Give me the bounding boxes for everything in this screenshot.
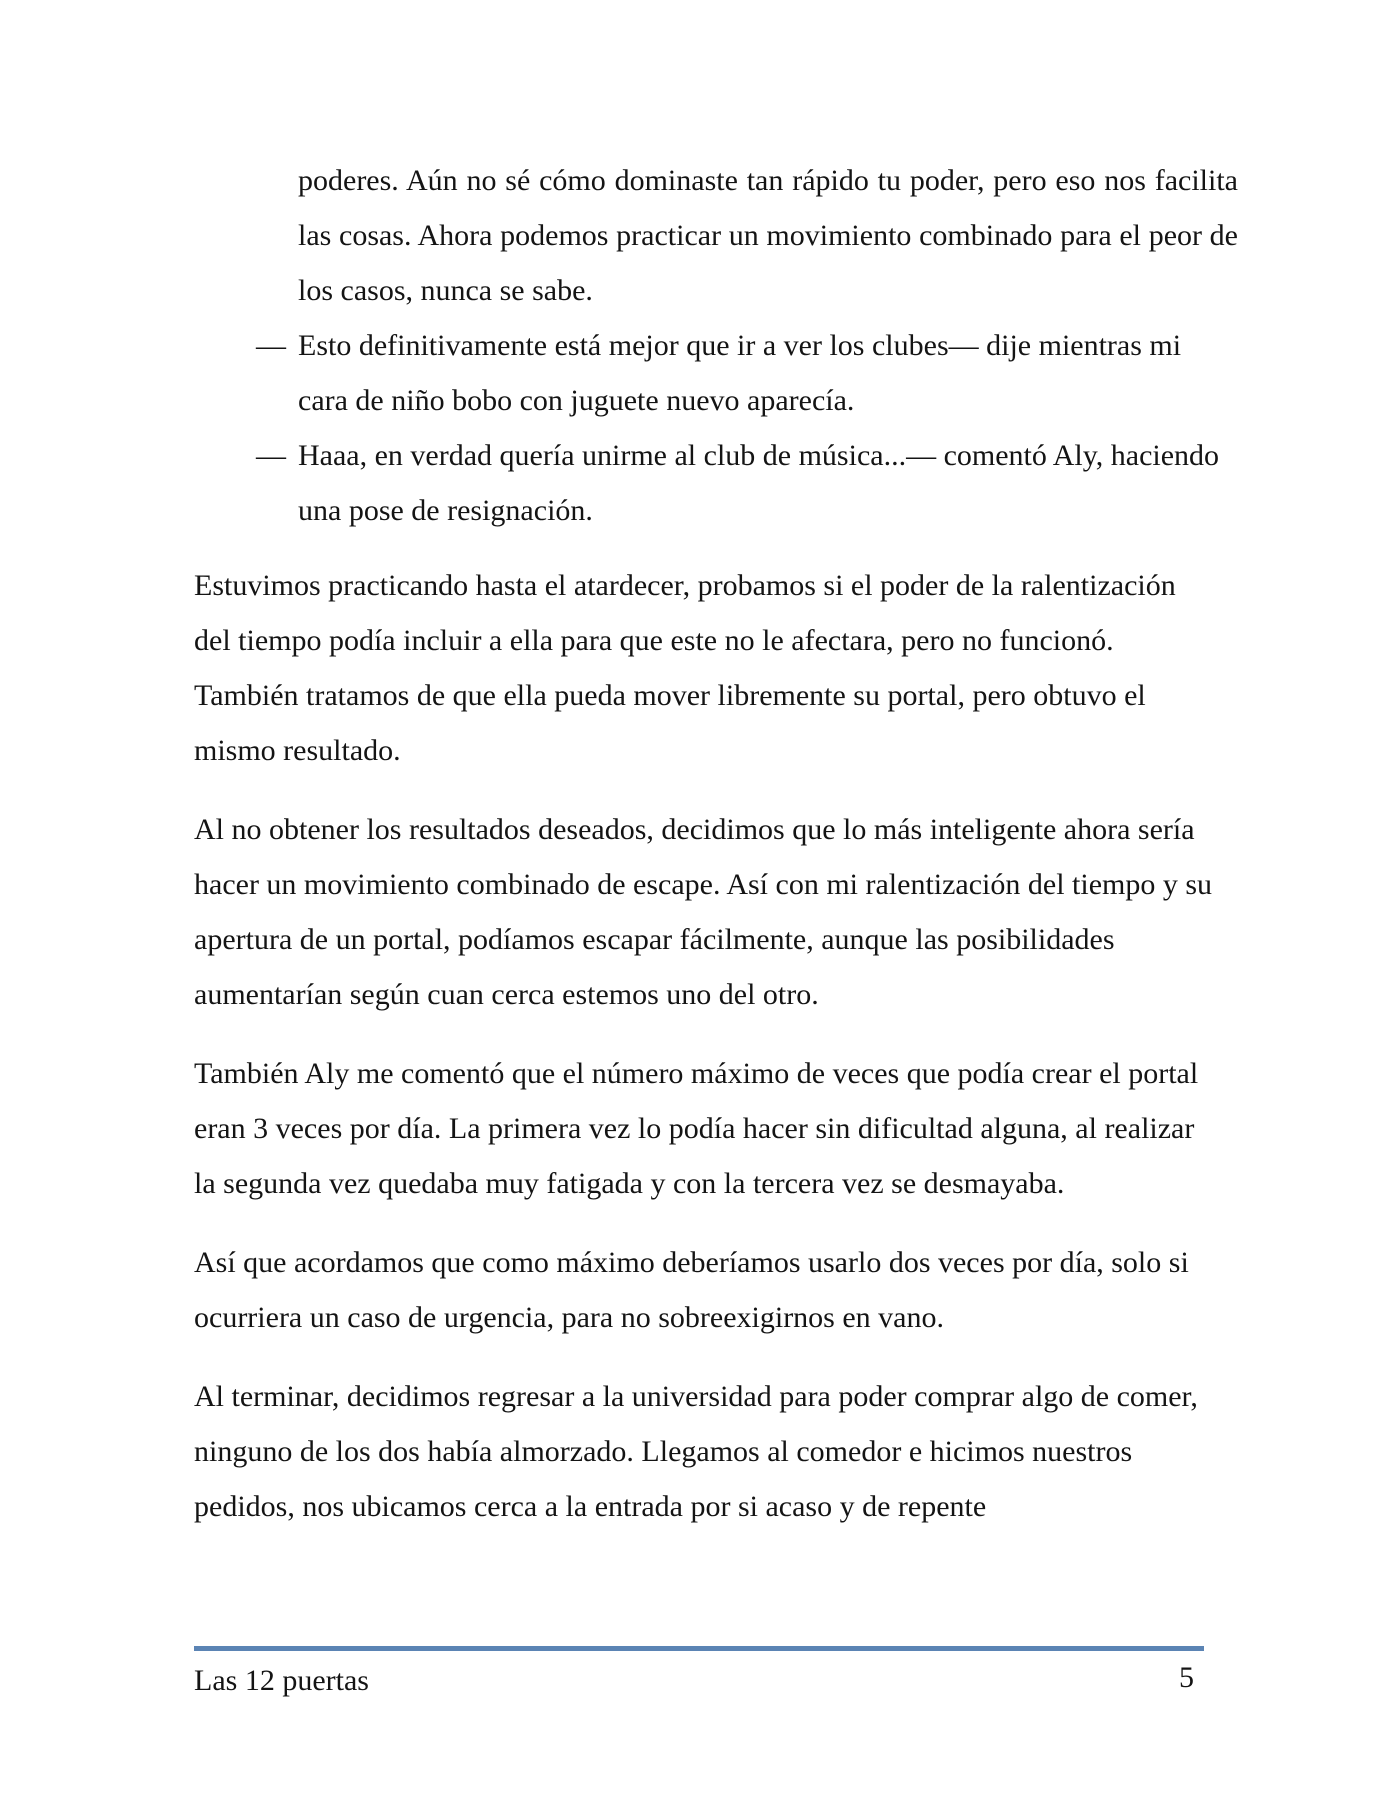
paragraph: Al terminar, decidimos regresar a la universidad para poder comprar algo de comer, ninguno de los dos había almorzado. Llegamos al comedor e hicimos nuestros pedidos, nos ubicamos cerca a la entrada por si acaso y de repente	[194, 1380, 1198, 1523]
dialogue-text: Haaa, en verdad quería unirme al club de música...— comentó Aly, haciendo una pose de resignación.	[298, 439, 1220, 527]
footer-book-title: Las 12 puertas	[194, 1664, 369, 1697]
dialogue-line	[256, 318, 1228, 428]
page-number: 5	[1179, 1661, 1194, 1694]
em-dash: —	[256, 329, 286, 362]
dialogue-line	[256, 428, 1228, 538]
paragraph: Así que acordamos que como máximo deberíamos usarlo dos veces por día, solo si ocurriera un caso de urgencia, para no sobreexigirnos en vano.	[194, 1246, 1189, 1334]
body-text	[194, 153, 1238, 1534]
paragraph: También Aly me comentó que el número máximo de veces que podía crear el portal eran 3 veces por día. La primera vez lo podía hacer sin dificultad alguna, al realizar la segunda vez quedaba muy fatigada y con la tercera vez se desmayaba.	[194, 1057, 1199, 1200]
footer-rule	[194, 1646, 1204, 1651]
paragraph: Al no obtener los resultados deseados, decidimos que lo más inteligente ahora sería hacer un movimiento combinado de escape. Así con mi ralentización del tiempo y su apertura de un portal, podíamos escapar fácilmente, aunque las posibilidades aumentarían según cuan cerca estemos uno del otro.	[194, 813, 1213, 1011]
paragraph: Estuvimos practicando hasta el atardecer, probamos si el poder de la ralentización del tiempo podía incluir a ella para que este no le afectara, pero no funcionó. También tratamos de que ella pueda mover libremente su portal, pero obtuvo el mismo resultado.	[194, 569, 1176, 767]
dialogue-text: Esto definitivamente está mejor que ir a ver los clubes— dije mientras mi cara de niño bobo con juguete nuevo aparecía.	[298, 329, 1182, 417]
em-dash: —	[256, 439, 286, 472]
continued-dialogue: poderes. Aún no sé cómo dominaste tan rápido tu poder, pero eso nos facilita las cosas. Ahora podemos practicar un movimiento combinado para el peor de los casos, nunca se sabe.	[298, 164, 1238, 307]
